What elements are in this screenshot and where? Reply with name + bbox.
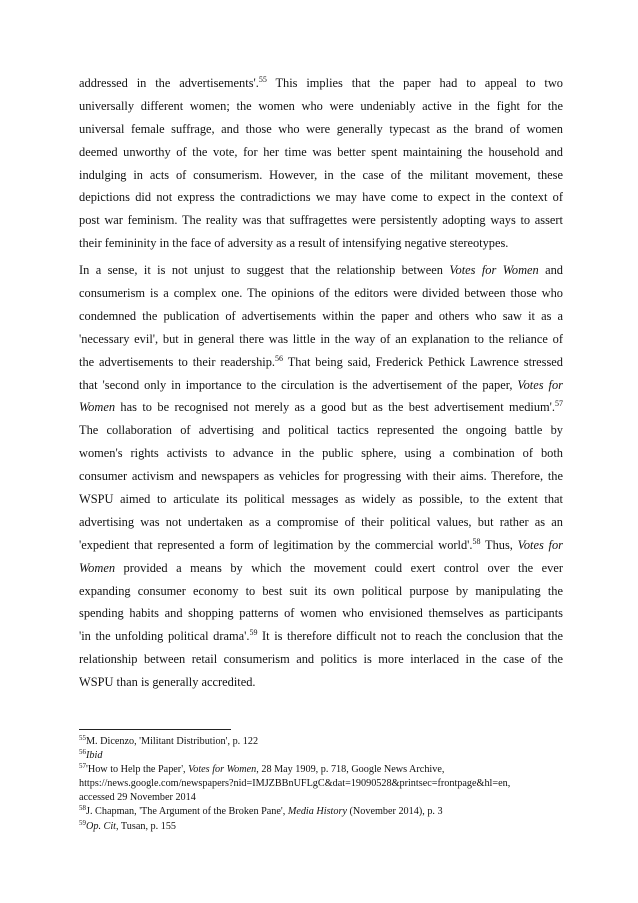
text-run: accessed 29 November 2014 — [79, 792, 196, 804]
text-line — [79, 328, 563, 351]
italic-text: Media History — [287, 806, 347, 818]
text-run: expanding consumer economy to best suit its own political purpose by manipulating the — [79, 583, 563, 598]
text-line — [79, 557, 563, 580]
document-body — [79, 72, 563, 694]
text-run: The collaboration of advertising and political tactics represented the ongoing battle by — [79, 423, 563, 438]
text-run: 'necessary evil', but in general there was little in the way of an explanation to the reliance of — [79, 331, 563, 346]
text-run: the advertisements to their readership. — [79, 354, 276, 369]
text-run: advertising was not undertaken as a compromise of their political values, but rather as an — [79, 514, 563, 529]
text-line — [79, 511, 563, 534]
text-run: https://news.google.com/newspapers?nid=IMJZBBnUFLgC&dat=19090528&printsec=frontpage&hl=en, — [79, 778, 511, 790]
footnote — [79, 820, 563, 834]
text-line — [79, 419, 563, 442]
text-line — [79, 580, 563, 603]
text-run: that 'second only in importance to the circulation is the advertisement of the paper, — [79, 377, 518, 392]
text-run: post war feminism. The reality was that suffragettes were persistently adopting ways to assert — [79, 213, 563, 228]
text-run: women's rights activists to advance in the public sphere, using a combination of both — [79, 446, 563, 461]
text-run: , 28 May 1909, p. 718, Google News Archive, — [256, 764, 445, 776]
text-run: 'expedient that represented a form of legitimation by the commercial world'. — [79, 537, 473, 552]
text-run: and — [538, 263, 563, 278]
text-run: universal female suffrage, and those who were generally typecast as the brand of women — [79, 121, 563, 136]
text-run: In a sense, it is not unjust to suggest that the relationship between — [79, 263, 450, 278]
footnote-ref: 57 — [79, 762, 86, 771]
text-run: condemned the publication of advertisements within the paper and others who saw it as a — [79, 308, 563, 323]
text-run: WSPU than is generally accredited. — [79, 675, 256, 690]
text-run: provided a means by which the movement could exert control over the ever — [115, 560, 563, 575]
text-line — [79, 442, 563, 465]
text-run: , Tusan, p. 155 — [116, 820, 177, 832]
text-line — [79, 534, 563, 557]
text-run: 'in the unfolding political drama'. — [79, 629, 250, 644]
text-run: consumerism is a complex one. The opinions of the editors were divided between those who — [79, 286, 563, 301]
text-run: (November 2014), p. 3 — [346, 806, 443, 818]
text-line — [79, 625, 563, 648]
text-line — [79, 465, 563, 488]
text-line — [79, 232, 563, 255]
text-run: relationship between retail consumerism and politics is more interlaced in the case of the — [79, 652, 563, 667]
text-line — [79, 396, 563, 419]
footnote — [79, 749, 563, 763]
footnote — [79, 791, 563, 805]
text-line — [79, 141, 563, 164]
text-line — [79, 305, 563, 328]
text-run: addressed in the advertisements'. — [79, 76, 259, 90]
text-line — [79, 118, 563, 141]
text-run: has to be recognised not merely as a good but as the best advertisement medium'. — [115, 400, 555, 415]
footnote-ref: 55 — [79, 734, 86, 742]
footnote-separator — [79, 729, 231, 730]
text-line — [79, 259, 563, 282]
italic-text: Women — [79, 560, 116, 575]
footnote-ref: 58 — [472, 536, 481, 546]
italic-text: Votes for Women — [449, 263, 539, 278]
text-run: This implies that the paper had to appeal to two — [266, 76, 563, 90]
text-line — [79, 351, 563, 374]
text-line — [79, 488, 563, 511]
text-run: That being said, Frederick Pethick Lawrence stressed — [283, 354, 563, 369]
footnote-ref: 56 — [275, 353, 284, 363]
text-run: 'How to Help the Paper', — [86, 764, 189, 776]
paragraph — [79, 72, 563, 255]
text-line — [79, 374, 563, 397]
footnote-ref: 59 — [249, 628, 258, 638]
text-run: spending habits and shopping patterns of women who envisioned themselves as participants — [79, 606, 563, 621]
italic-text: Op. Cit — [86, 820, 117, 832]
text-run: WSPU aimed to articulate its political messages as widely as possible, to the extent that — [79, 492, 563, 507]
footnote-ref: 58 — [79, 804, 86, 813]
text-line — [79, 282, 563, 305]
footnote-ref: 57 — [555, 399, 563, 409]
footnote — [79, 805, 563, 819]
text-run: their femininity in the face of adversity as a result of intensifying negative stereotypes. — [79, 236, 509, 251]
text-run: It is therefore difficult not to reach the conclusion that the — [257, 629, 563, 644]
text-run: M. Dicenzo, 'Militant Distribution', p. 122 — [86, 736, 259, 747]
text-run: consumer activism and newspapers as vehicles for progressing with their aims. Therefore, the — [79, 469, 563, 484]
text-line — [79, 186, 563, 209]
text-line — [79, 72, 563, 95]
footnote — [79, 735, 563, 749]
text-run: indulging in acts of consumerism. However, in the case of the militant movement, these — [79, 167, 563, 182]
italic-text: Ibid — [86, 750, 103, 762]
italic-text: Votes for — [517, 377, 564, 392]
text-run: Thus, — [480, 537, 518, 552]
footnote-ref: 55 — [258, 75, 267, 84]
text-run: depictions did not express the contradictions we may have come to expect in the context of — [79, 190, 563, 205]
italic-text: Women — [79, 400, 116, 415]
text-line — [79, 209, 563, 232]
footnote — [79, 777, 563, 791]
text-line — [79, 95, 563, 118]
text-run: J. Chapman, 'The Argument of the Broken Pane', — [86, 806, 288, 818]
text-line — [79, 671, 563, 694]
text-line — [79, 164, 563, 187]
paragraph — [79, 259, 563, 694]
text-run: deemed unworthy of the vote, for her time was better spent maintaining the household and — [79, 144, 563, 159]
footnote — [79, 763, 563, 777]
text-line — [79, 648, 563, 671]
footnotes — [79, 735, 563, 834]
footnote-ref: 59 — [79, 818, 86, 827]
text-line — [79, 602, 563, 625]
footnote-ref: 56 — [79, 748, 86, 757]
text-run: universally different women; the women who were undeniably active in the fight for the — [79, 98, 563, 113]
italic-text: Votes for — [517, 537, 563, 552]
italic-text: Votes for Women — [188, 764, 257, 776]
